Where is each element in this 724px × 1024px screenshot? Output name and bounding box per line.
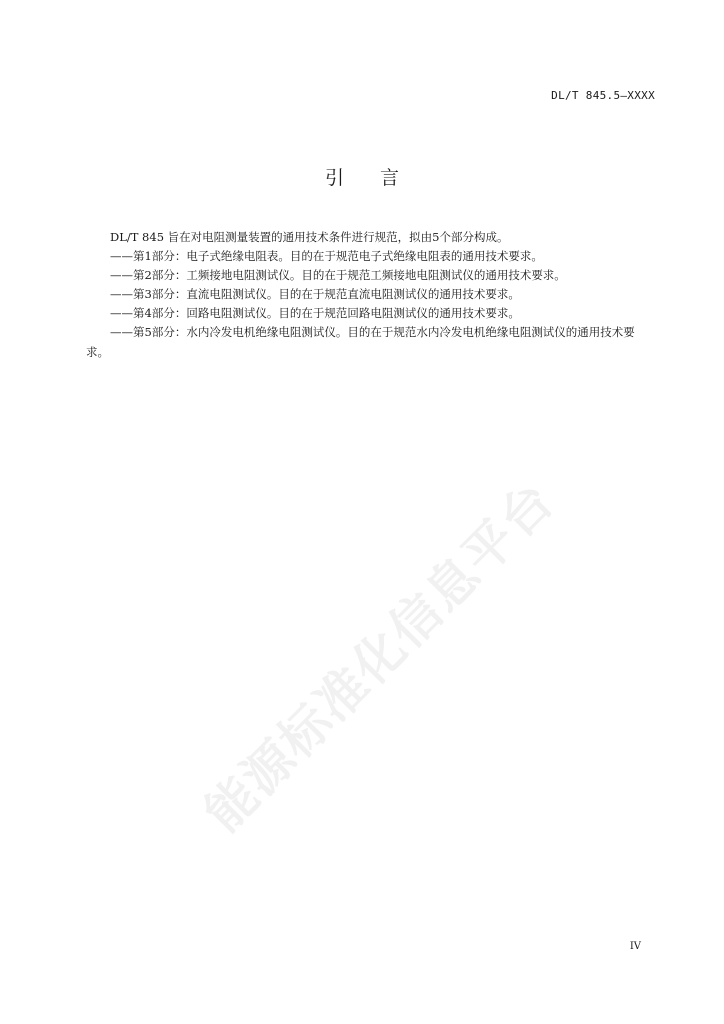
title-char-1: 引 [324,167,344,189]
part-4-item: ——第4部分：回路电阻测试仪。目的在于规范回路电阻测试仪的通用技术要求。 [110,306,520,321]
part-2-item: ——第2部分：工频接地电阻测试仪。目的在于规范工频接地电阻测试仪的通用技术要求。 [110,268,566,283]
part-5-item: ——第5部分：水内冷发电机绝缘电阻测试仪。目的在于规范水内冷发电机绝缘电阻测试仪的通用技术要求。 [86,325,635,359]
intro-paragraph: DL/T 845 旨在对电阻测量装置的通用技术条件进行规范，拟由5个部分构成。 [110,230,509,244]
part-3-item: ——第3部分：直流电阻测试仪。目的在于规范直流电阻测试仪的通用技术要求。 [110,287,520,302]
part-1-item: ——第1部分：电子式绝缘电阻表。目的在于规范电子式绝缘电阻表的通用技术要求。 [110,249,543,264]
page-number: IV [629,941,641,952]
introduction-body [86,228,656,362]
page-title [0,163,724,190]
title-char-2: 言 [380,167,400,189]
watermark: 能源标准化信息平台 [193,470,566,843]
document-code: DL/T 845.5—XXXX [551,89,655,102]
